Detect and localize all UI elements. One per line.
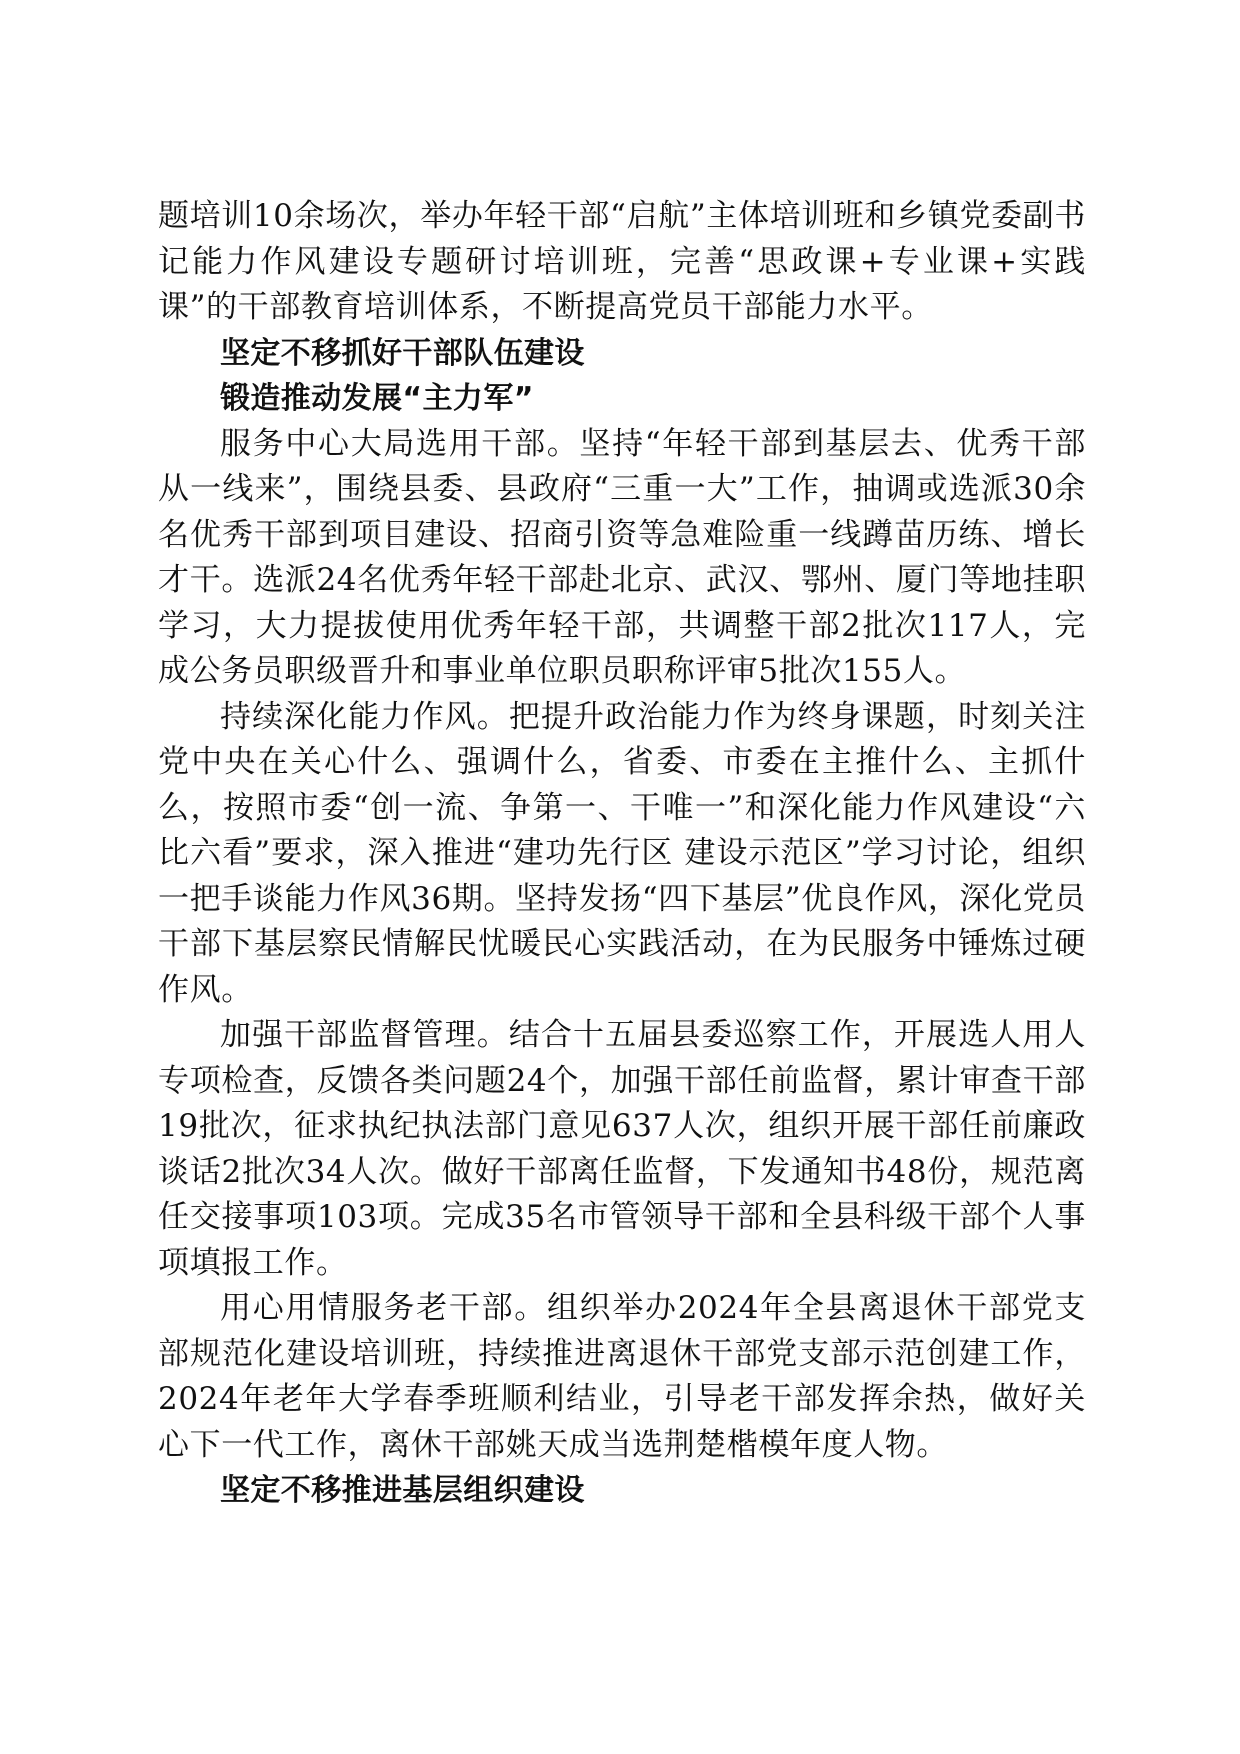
paragraph-retired-cadres: 用心用情服务老干部。组织举办2024年全县离退休干部党支部规范化建设培训班，持续推进离退休干部党支部示范创建工作，2024年老年大学春季班顺利结业，引导老干部发挥余热，做好关心下一代工作，离休干部姚天成当选荆楚楷模年度人物。 xyxy=(158,1290,1086,1463)
document-body xyxy=(158,194,1086,1514)
section-heading-cadre-line1: 坚定不移抓好干部队伍建设 xyxy=(220,335,585,371)
section-heading-grassroots: 坚定不移推进基层组织建设 xyxy=(220,1473,585,1508)
paragraph-supervision: 加强干部监督管理。结合十五届县委巡察工作，开展选人用人专项检查，反馈各类问题24个，加强干部任前监督，累计审查干部19批次，征求执纪执法部门意见637人次，组织开展干部任前廉政谈话2批次34人次。做好干部离任监督，下发通知书48份，规范离任交接事项103项。完成35名市管领导干部和全县科级干部个人事项填报工作。 xyxy=(158,1017,1086,1281)
section-heading-cadre-line2: 锻造推动发展“主力军” xyxy=(220,381,534,416)
paragraph-select-cadres: 服务中心大局选用干部。坚持“年轻干部到基层去、优秀干部从一线来”，围绕县委、县政府“三重一大”工作，抽调或选派30余名优秀干部到项目建设、招商引资等急难险重一线蹲苗历练、增长才干。选派24名优秀年轻干部赴北京、武汉、鄂州、厦门等地挂职学习，大力提拔使用优秀年轻干部，共调整干部2批次117人，完成公务员职级晋升和事业单位职员职称评审5批次155人。 xyxy=(158,425,1086,689)
paragraph-continuation: 题培训10余场次，举办年轻干部“启航”主体培训班和乡镇党委副书记能力作风建设专题研讨培训班，完善“思政课+专业课+实践课”的干部教育培训体系，不断提高党员干部能力水平。 xyxy=(158,198,1086,325)
paragraph-ability-style: 持续深化能力作风。把提升政治能力作为终身课题，时刻关注党中央在关心什么、强调什么，省委、市委在主推什么、主抓什么，按照市委“创一流、争第一、干唯一”和深化能力作风建设“六比六看”要求，深入推进“建功先行区 建设示范区”学习讨论，组织一把手谈能力作风36期。坚持发扬“四下基层”优良作风，深化党员干部下基层察民情解民忧暖民心实践活动，在为民服务中锤炼过硬作风。 xyxy=(158,698,1086,1008)
